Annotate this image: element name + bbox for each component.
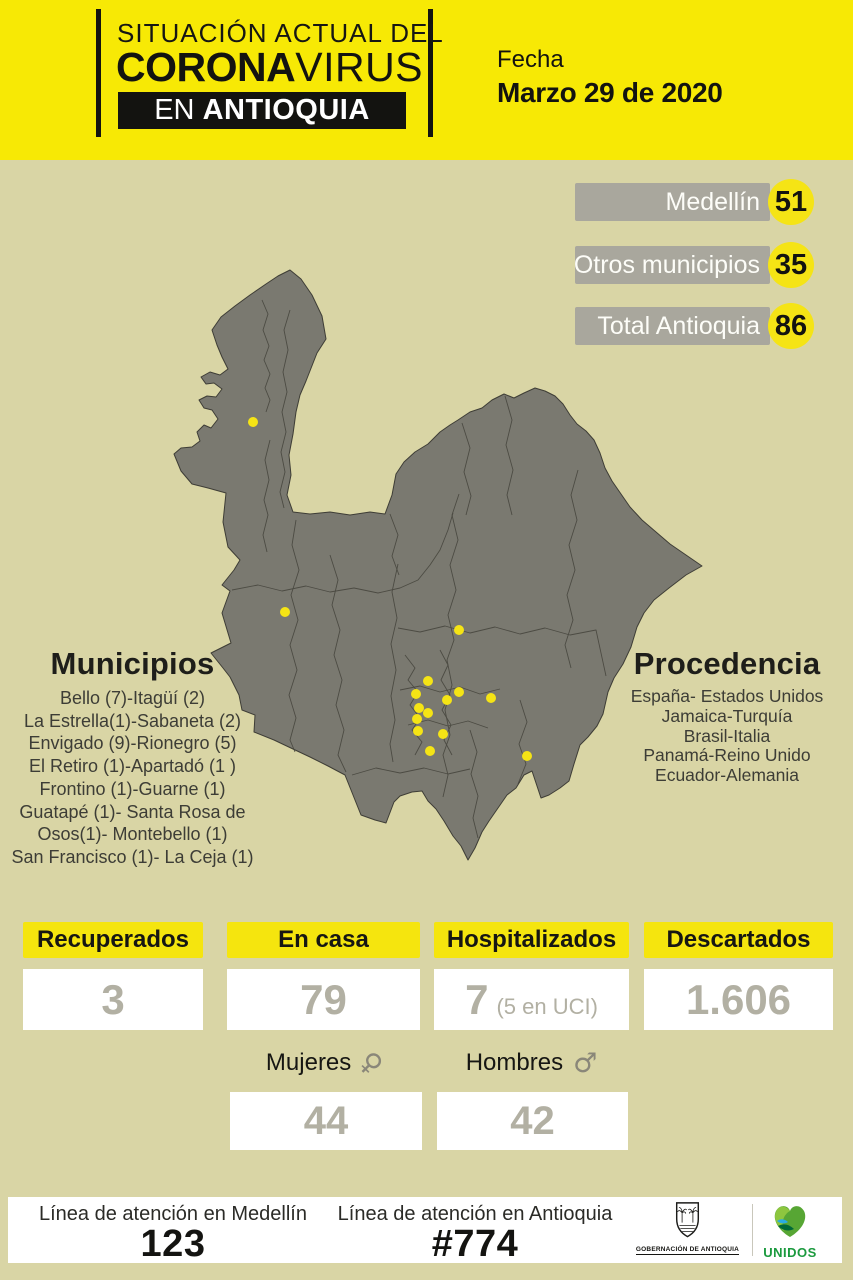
procedencia-line: Jamaica-Turquía [661, 705, 793, 726]
procedencia-title: Procedencia [633, 646, 821, 681]
stat-hospitalizados [434, 922, 629, 1030]
footer-bar [8, 1197, 842, 1263]
stat-value: 7 (5 en UCI) [434, 969, 629, 1030]
gobernacion-logo [625, 1201, 750, 1256]
municipios-list [10, 687, 255, 869]
summary-count-badge: 35 [768, 242, 814, 288]
summary-bar: Otros municipios [575, 246, 770, 284]
gobernacion-crest-icon [674, 1201, 701, 1238]
summary-bar: Total Antioquia [575, 307, 770, 345]
stat-value: 79 [227, 969, 420, 1030]
title-bold: CORONA [116, 44, 296, 90]
case-dot [454, 687, 464, 697]
left-rule [96, 9, 101, 137]
header-kicker: SITUACIÓN ACTUAL DEL [117, 18, 444, 48]
title-subtitle-box [118, 92, 406, 129]
municipios-title: Municipios [50, 646, 215, 681]
procedencia-line: Brasil-Italia [683, 725, 771, 746]
stat-label: Recuperados [23, 922, 203, 958]
hotline-number: 123 [140, 1223, 206, 1265]
hombres-count: 42 [437, 1092, 628, 1150]
summary-count-badge: 51 [768, 179, 814, 225]
case-dot [413, 726, 423, 736]
case-dot [411, 689, 421, 699]
municipios-line: El Retiro (1)-Apartadó (1 ) [28, 756, 237, 777]
page-title [116, 44, 424, 90]
summary-bar: Medellín [575, 183, 770, 221]
unidos-heart-icon [770, 1201, 810, 1239]
case-dot [414, 703, 424, 713]
date-label: Fecha [497, 46, 564, 73]
summary-count-badge: 86 [768, 303, 814, 349]
case-dot [522, 751, 532, 761]
stat-label: Hospitalizados [434, 922, 629, 958]
hotline-antioquia: Línea de atención en Antioquia #774 [320, 1203, 630, 1262]
hombres-label: Hombres ♂ [465, 1047, 598, 1079]
case-dot [425, 746, 435, 756]
stat-recuperados [23, 922, 203, 1030]
stat-label: Descartados [644, 922, 833, 958]
municipios-line: La Estrella(1)-Sabaneta (2) [23, 710, 242, 731]
stat-descartados [644, 922, 833, 1030]
unidos-label: UNIDOS [763, 1245, 817, 1260]
subtitle: EN ANTIOQUIA [154, 94, 370, 126]
procedencia-line: Ecuador-Alemania [655, 765, 799, 786]
case-dot [442, 695, 452, 705]
procedencia-list [607, 687, 847, 786]
hotline-medellin: Línea de atención en Medellín 123 [18, 1203, 328, 1262]
case-dot [423, 708, 433, 718]
header-band [0, 0, 853, 160]
case-dot [248, 417, 258, 427]
gobernacion-label: GOBERNACIÓN DE ANTIOQUIA [635, 1246, 740, 1253]
mujeres-label: Mujeres ♀ [265, 1045, 390, 1081]
stat-label: En casa [227, 922, 420, 958]
case-dot [454, 625, 464, 635]
municipios-line: Bello (7)-Itagüí (2) [59, 688, 206, 708]
male-icon: ♂ [573, 1047, 598, 1079]
case-dot [412, 714, 422, 724]
municipios-line: Guatapé (1)- Santa Rosa de [19, 801, 246, 822]
uci-note: (5 en UCI) [496, 994, 598, 1019]
footer-divider [752, 1204, 753, 1256]
hotline-number: #774 [431, 1223, 519, 1265]
municipios-line: Osos(1)- Montebello (1) [37, 824, 228, 845]
summary-medellin [575, 179, 816, 225]
municipios-line: Frontino (1)-Guarne (1) [39, 778, 226, 799]
stat-value: 1.606 [644, 969, 833, 1030]
stat-value: 3 [23, 969, 203, 1030]
procedencia-block [607, 646, 847, 786]
municipios-block [10, 646, 255, 869]
procedencia-line: España- Estados Unidos [630, 686, 824, 706]
municipios-line: San Francisco (1)- La Ceja (1) [11, 846, 254, 867]
municipios-line: Envigado (9)-Rionegro (5) [28, 733, 237, 754]
unidos-logo [756, 1201, 824, 1260]
case-dot [486, 693, 496, 703]
female-icon: ♀ [353, 1045, 390, 1081]
mujeres-count: 44 [230, 1092, 422, 1150]
case-dot [423, 676, 433, 686]
title-light: VIRUS [295, 44, 424, 90]
procedencia-line: Panamá-Reino Unido [643, 745, 811, 766]
date-block [497, 46, 723, 109]
stat-en-casa [227, 922, 420, 1030]
date-value: Marzo 29 de 2020 [497, 77, 723, 108]
case-dot [280, 607, 290, 617]
case-dot [438, 729, 448, 739]
